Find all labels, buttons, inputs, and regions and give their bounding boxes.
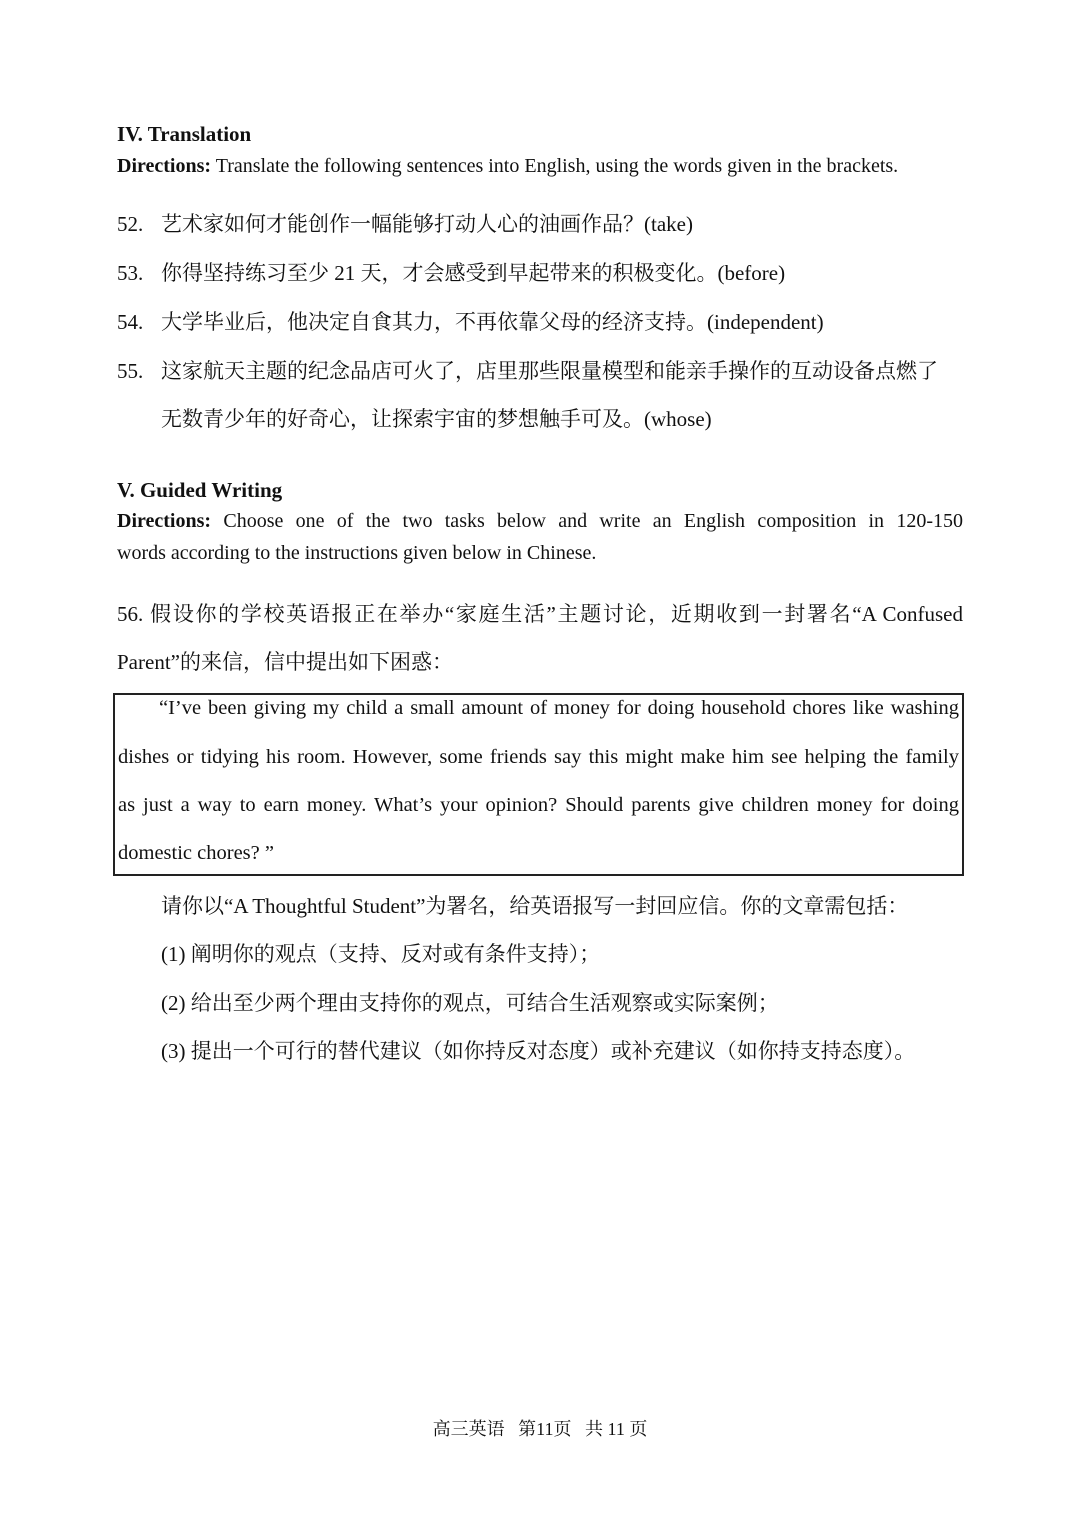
question-number: 55. xyxy=(117,359,144,383)
directions-text: Choose one of the two tasks below and write an English composition in 120-150 xyxy=(211,510,963,532)
task56-intro-line1: 56. 假设你的学校英语报正在举办“家庭生活”主题讨论，近期收到一封署名“A Confused xyxy=(117,602,963,626)
question-text: 你得坚持练习至少 21 天，才会感受到早起带来的积极变化。(before) xyxy=(161,261,786,285)
question-number: 52. xyxy=(117,212,144,236)
task56-point-1: (1) 阐明你的观点（支持、反对或有条件支持）； xyxy=(161,942,601,966)
letter-line: “I’ve been giving my child a small amount of money for doing household chores like washing xyxy=(159,697,959,719)
letter-line: as just a way to earn money. What’s your opinion? Should parents give children money for doing xyxy=(118,794,959,816)
task56-point-2: (2) 给出至少两个理由支持你的观点，可结合生活观察或实际案例； xyxy=(161,991,779,1015)
question-55 xyxy=(117,355,938,385)
section-title-guided-writing: V. Guided Writing xyxy=(117,478,283,502)
question-text: 大学毕业后，他决定自食其力，不再依靠父母的经济支持。(independent) xyxy=(161,310,824,334)
letter-line: dishes or tidying his room. However, some friends say this might make him see helping the family xyxy=(118,746,959,768)
page-footer: 高三英语 第11页 共 11 页 xyxy=(432,1419,648,1439)
question-number: 54. xyxy=(117,310,144,334)
question-text: 这家航天主题的纪念品店可火了，店里那些限量模型和能亲手操作的互动设备点燃了 xyxy=(161,359,938,383)
question-text: 艺术家如何才能创作一幅能够打动人心的油画作品？(take) xyxy=(161,212,693,236)
question-number: 53. xyxy=(117,261,144,285)
section-title-translation: IV. Translation xyxy=(117,122,252,146)
task56-point-3: (3) 提出一个可行的替代建议（如你持反对态度）或补充建议（如你持支持态度）。 xyxy=(161,1039,916,1063)
writing-directions-line1 xyxy=(117,510,963,533)
task56-intro-line2: Parent”的来信，信中提出如下困惑： xyxy=(117,650,453,674)
letter-line: domestic chores? ” xyxy=(118,842,274,864)
directions-text: Translate the following sentences into English, using the words given in the brackets. xyxy=(211,155,899,177)
directions-label: Directions: xyxy=(117,155,212,177)
writing-directions-line2: words according to the instructions given below in Chinese. xyxy=(117,542,597,564)
task56-instruction: 请你以“A Thoughtful Student”为署名，给英语报写一封回应信。你的文章需包括： xyxy=(161,894,909,918)
question-53 xyxy=(117,257,785,287)
question-54 xyxy=(117,306,824,336)
question-55-continuation: 无数青少年的好奇心，让探索宇宙的梦想触手可及。(whose) xyxy=(161,407,712,431)
translation-directions xyxy=(117,155,963,178)
letter-box xyxy=(113,693,964,876)
directions-label: Directions: xyxy=(117,510,212,532)
question-52 xyxy=(117,208,693,238)
